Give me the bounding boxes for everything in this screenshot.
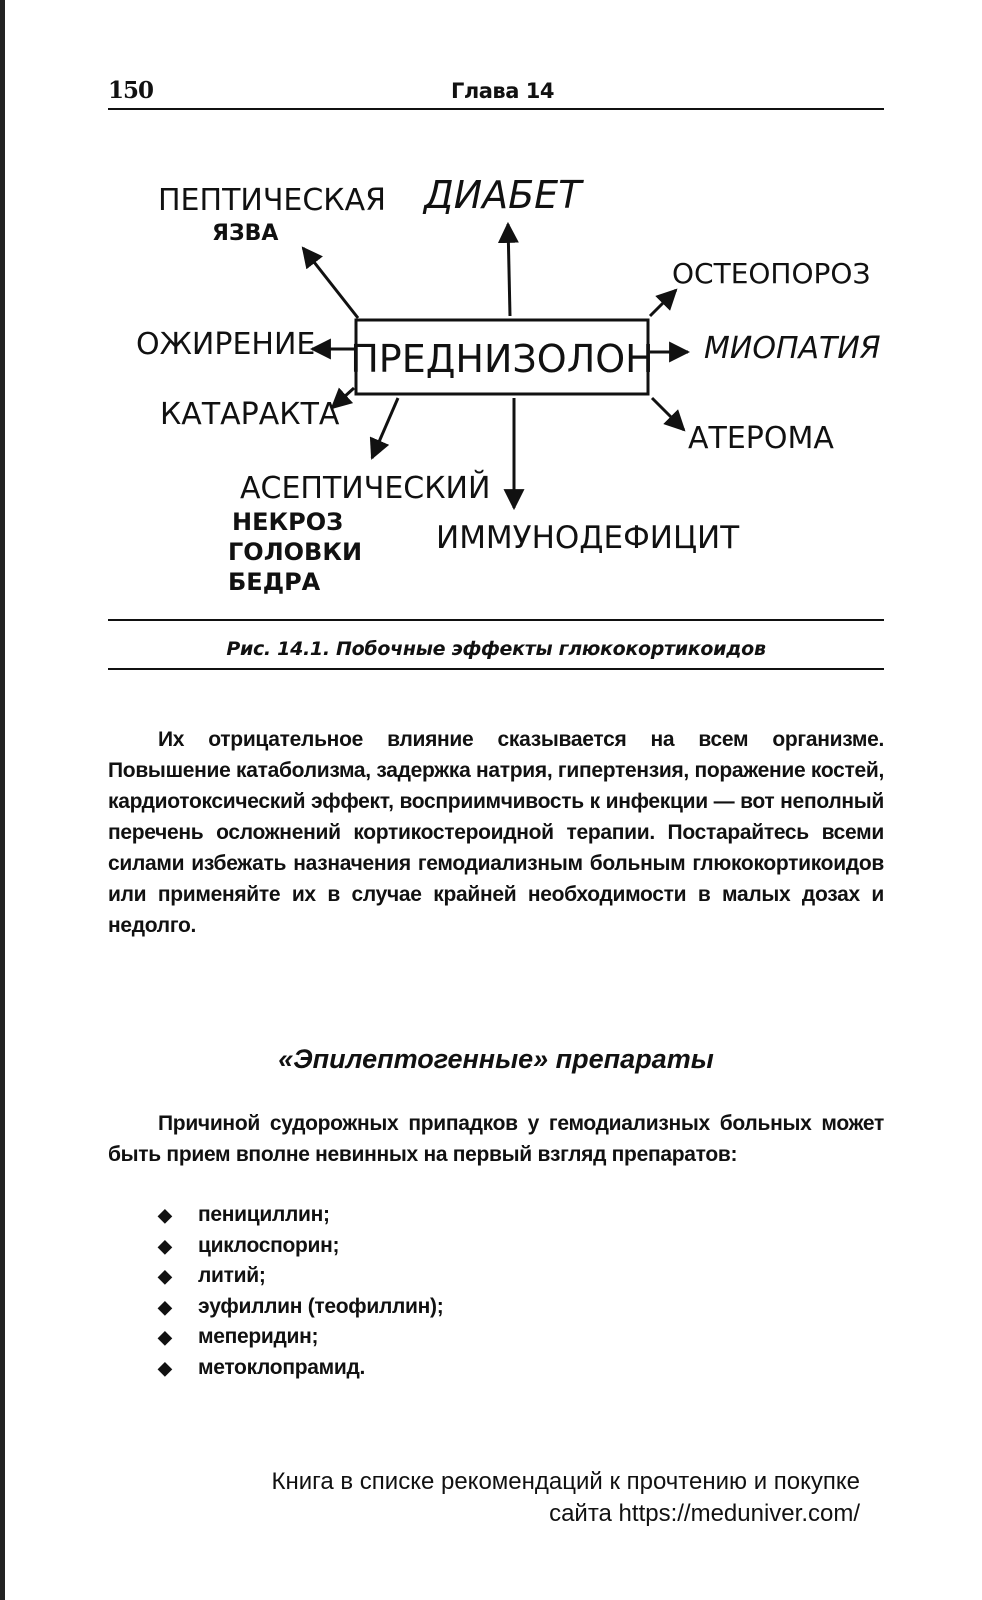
paragraph-side-effects: Их отрицательное влияние сказывается на всем организме. Повышение катаболизма, задержка натрия, гипертензия, поражение костей, кардиотоксический эффект, восприимчивость к инфекции — вот неполный перечень осложнений кортикостероидной терапии. Постарайтесь всеми силами избежать назначения гемодиализным больным глюкокортикоидов или применяйте их в случае крайней необходимости в малых дозах и недолго.	[108, 728, 884, 937]
arrow-necrosis	[372, 398, 398, 458]
watermark-footer	[271, 1466, 860, 1530]
side-effects-diagram	[0, 0, 982, 620]
footer-line-1: Книга в списке рекомендаций к прочтению и покупке	[271, 1468, 860, 1495]
label-necrosis-1: АСЕПТИЧЕСКИЙ	[240, 471, 491, 506]
section-title: «Эпилептогенные» препараты	[278, 1044, 714, 1074]
list-item-text: эуфиллин (теофиллин);	[198, 1294, 444, 1318]
list-item	[158, 1200, 443, 1231]
label-peptic-ulcer-2: ЯЗВА	[212, 221, 279, 246]
diamond-bullet-icon: ◆	[158, 1357, 172, 1378]
footer-line-2: сайта https://meduniver.com/	[549, 1500, 860, 1527]
list-item-text: меперидин;	[198, 1325, 319, 1349]
diamond-bullet-icon: ◆	[158, 1266, 172, 1287]
center-label: ПРЕДНИЗОЛОН	[350, 337, 654, 381]
label-cataract: КАТАРАКТА	[160, 397, 340, 432]
list-item-text: циклоспорин;	[198, 1233, 340, 1257]
label-osteoporosis: ОСТЕОПОРОЗ	[672, 257, 871, 290]
page-number: 150	[108, 77, 154, 104]
arrow-atheroma	[652, 398, 684, 430]
diamond-bullet-icon: ◆	[158, 1205, 172, 1225]
arrow-osteoporosis	[650, 290, 676, 316]
label-atheroma: АТЕРОМА	[688, 421, 834, 456]
caption-rule-bottom	[108, 668, 884, 670]
label-immunodeficiency: ИММУНОДЕФИЦИТ	[436, 520, 740, 556]
arrow-diabetes	[508, 224, 510, 316]
list-item	[158, 1322, 443, 1353]
diamond-bullet-icon: ◆	[158, 1327, 172, 1348]
list-item	[158, 1231, 443, 1262]
paragraph-seizures: Причиной судорожных припадков у гемодиализных больных может быть прием вполне невинных на первый взгляд препаратов:	[108, 1112, 884, 1166]
label-necrosis-3: ГОЛОВКИ	[228, 538, 363, 566]
diamond-bullet-icon: ◆	[158, 1235, 172, 1256]
drug-list	[158, 1200, 443, 1384]
label-diabetes: ДИАБЕТ	[424, 173, 582, 217]
caption-rule-top	[108, 619, 884, 621]
label-necrosis-4: БЕДРА	[228, 568, 321, 596]
list-item-text: литий;	[198, 1264, 266, 1288]
label-obesity: ОЖИРЕНИЕ	[136, 327, 316, 362]
figure-caption: Рис. 14.1. Побочные эффекты глюкокортикоидов	[226, 638, 766, 660]
arrow-peptic-ulcer	[303, 248, 358, 318]
list-item	[158, 1353, 443, 1384]
label-peptic-ulcer-1: ПЕПТИЧЕСКАЯ	[158, 183, 386, 218]
label-necrosis-2: НЕКРОЗ	[232, 508, 344, 536]
diamond-bullet-icon: ◆	[158, 1296, 172, 1317]
list-item-text: пенициллин;	[198, 1203, 330, 1226]
list-item	[158, 1292, 443, 1323]
chapter-title: Глава 14	[451, 79, 554, 103]
label-myopathy: МИОПАТИЯ	[704, 331, 881, 366]
list-item-text: метоклопрамид.	[198, 1355, 366, 1379]
list-item	[158, 1261, 443, 1292]
